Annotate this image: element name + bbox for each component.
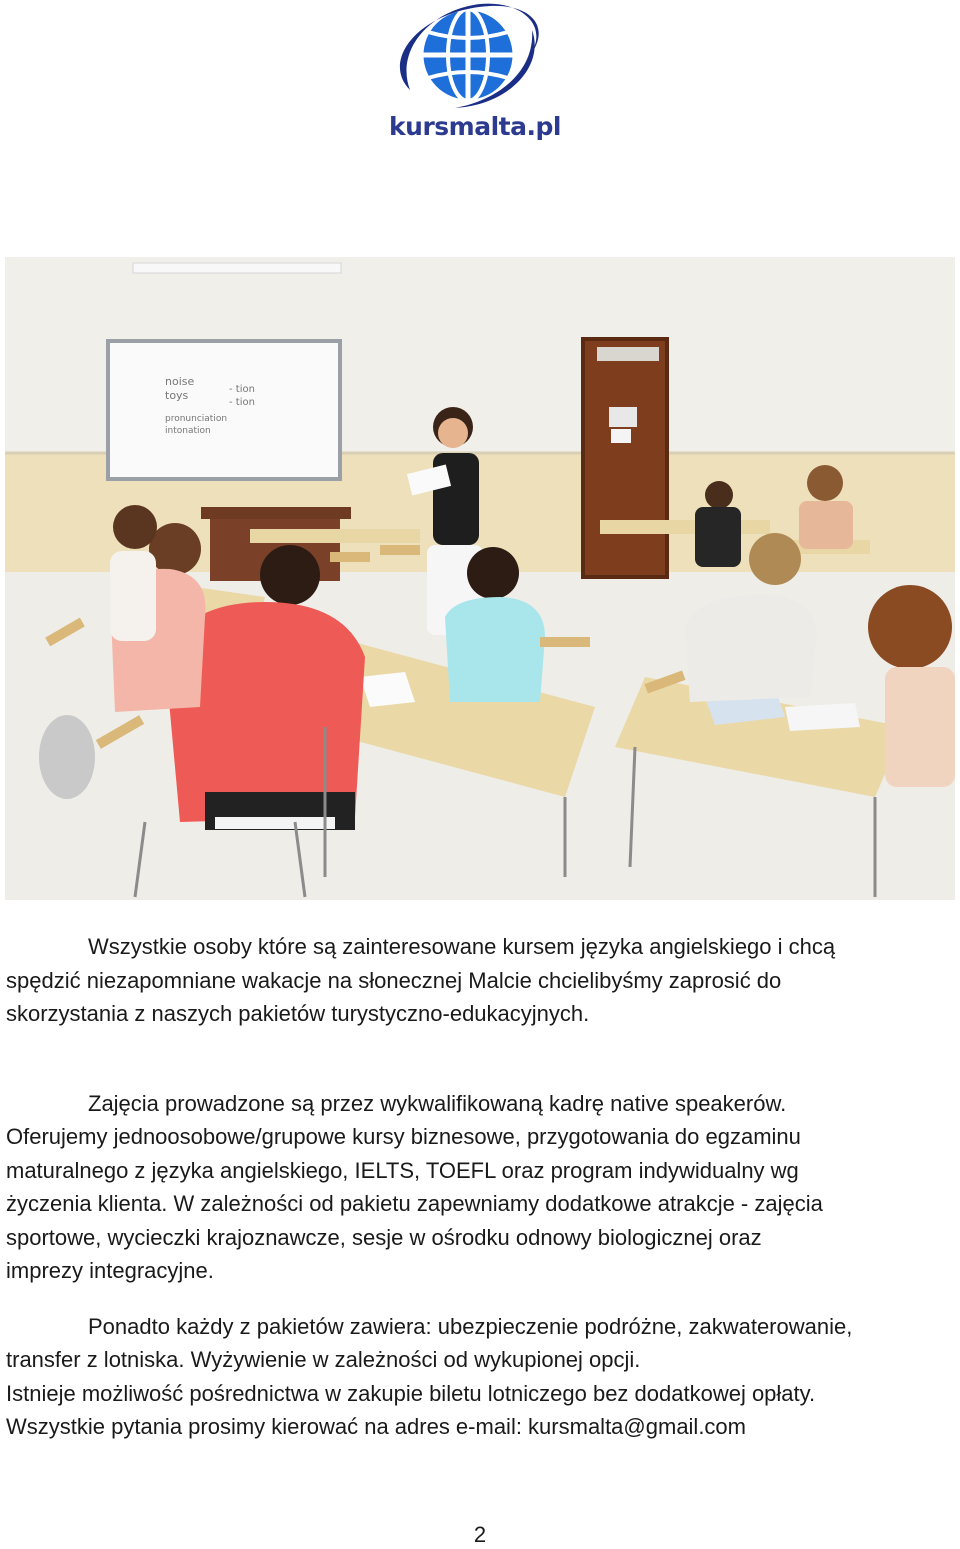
text-line: skorzystania z naszych pakietów turystyczno-edukacyjnych.: [6, 1001, 590, 1026]
page-number: 2: [473, 1522, 487, 1547]
text-line: Wszystkie osoby które są zainteresowane kursem języka angielskiego i chcą: [88, 934, 836, 959]
paragraph-package: [6, 1310, 956, 1444]
whiteboard-line: toys: [165, 389, 189, 402]
whiteboard-side: - tion: [229, 397, 255, 408]
whiteboard-side: - tion: [229, 384, 255, 395]
text-line: życzenia klienta. W zależności od pakietu zapewniamy dodatkowe atrakcje - zajęcia: [6, 1191, 823, 1216]
paragraph-intro: [6, 930, 956, 1031]
text-line: transfer z lotniska. Wyżywienie w zależności od wykupionej opcji.: [6, 1347, 641, 1372]
text-line: Istnieje możliwość pośrednictwa w zakupie biletu lotniczego bez dodatkowej opłaty.: [6, 1380, 816, 1406]
text-line: Wszystkie pytania prosimy kierować na adres e-mail: kursmalta@gmail.com: [6, 1414, 746, 1439]
whiteboard-line: noise: [165, 375, 195, 388]
text-line: sportowe, wycieczki krajoznawcze, sesje w ośrodku odnowy biologicznej oraz: [6, 1224, 762, 1250]
text-line: spędzić niezapomniane wakacje na słonecznej Malcie chcielibyśmy zaprosić do: [6, 967, 782, 993]
paragraph-offer: [6, 1087, 956, 1288]
body-text: [6, 930, 956, 1444]
globe-with-orbit-icon: [360, 0, 590, 115]
text-line: Zajęcia prowadzone są przez wykwalifikowaną kadrę native speakerów.: [88, 1090, 787, 1116]
text-line: imprezy integracyjne.: [6, 1258, 214, 1283]
text-line: maturalnego z języka angielskiego, IELTS, TOEFL oraz program indywidualny wg: [6, 1157, 799, 1183]
whiteboard-line: pronunciation: [165, 414, 228, 424]
logo: [360, 0, 590, 150]
text-line: Ponadto każdy z pakietów zawiera: ubezpieczenie podróżne, zakwaterowanie,: [88, 1313, 853, 1339]
classroom-photo: [5, 257, 955, 900]
text-line: Oferujemy jednoosobowe/grupowe kursy biznesowe, przygotowania do egzaminu: [6, 1124, 801, 1149]
whiteboard-line: intonation: [165, 426, 211, 436]
logo-text: kursmalta.pl: [389, 112, 561, 141]
